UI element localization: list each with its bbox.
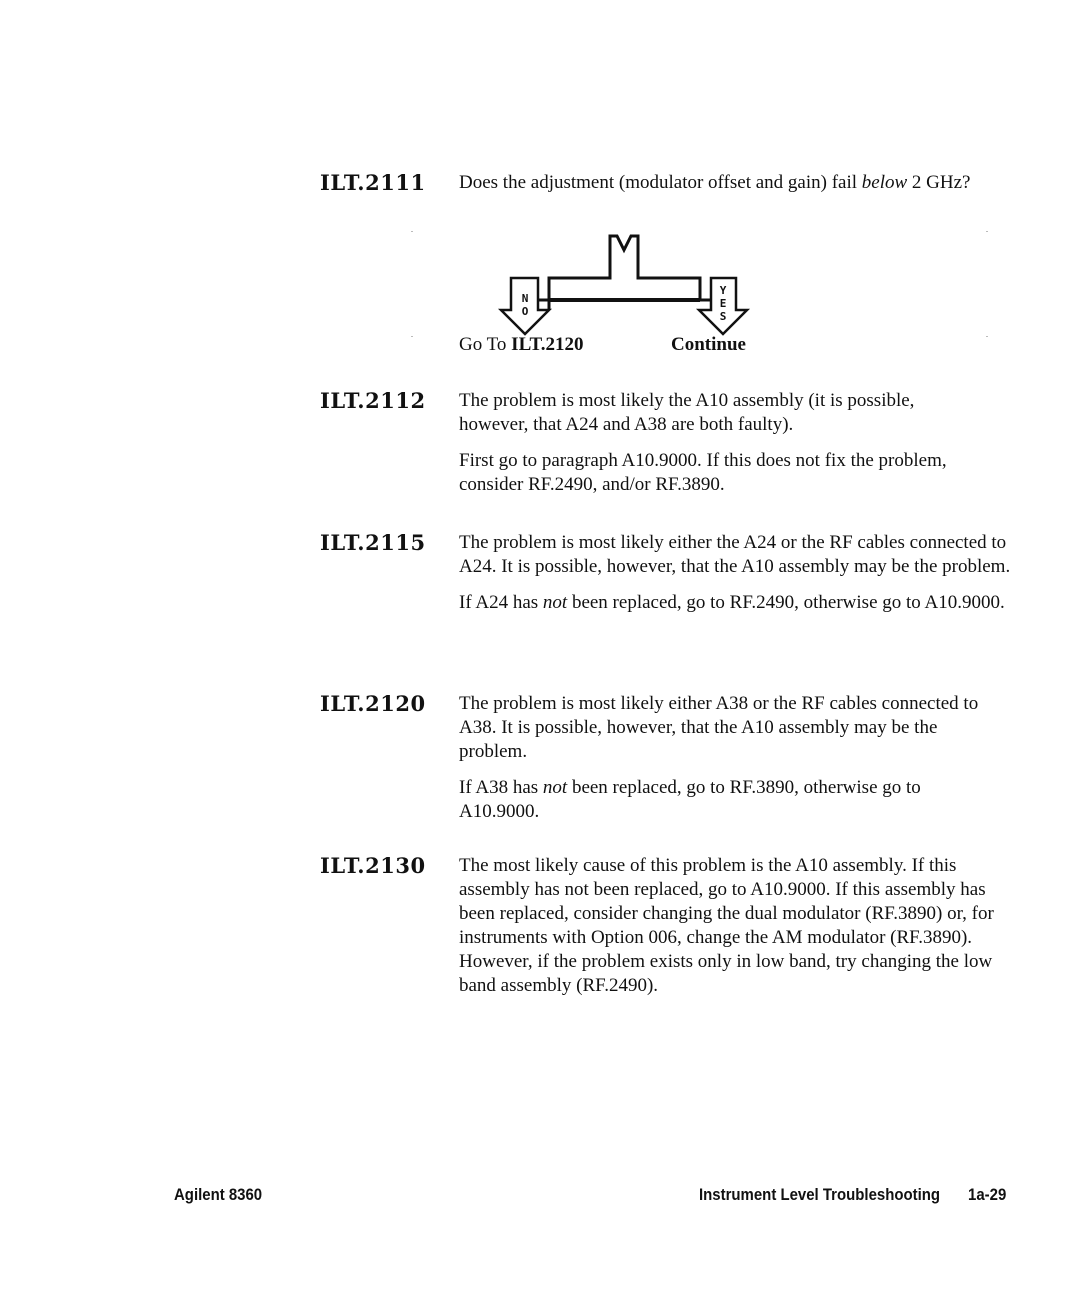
paragraph: The problem is most likely either the A24 or the RF cables connected to A24. It is possible, however, that the A10 assembly may be the problem. (459, 532, 1011, 577)
emphasis-not: not (542, 592, 568, 613)
section-body-ilt-2112 (459, 389, 979, 497)
registration-mark (986, 336, 988, 337)
section-label-ilt-2130: ILT.2130 (320, 853, 426, 878)
question-part-2: 2 GHz? (907, 172, 971, 193)
section-body-ilt-2120 (459, 692, 999, 824)
decision-branch-shape (549, 236, 700, 300)
paragraph: First go to paragraph A10.9000. If this does not fix the problem, consider RF.2490, and/or RF.3890. (459, 450, 947, 495)
yes-no-decision-diagram (459, 228, 759, 340)
yes-label-letter-3: S (719, 310, 727, 323)
footer-chapter-title: Instrument Level Troubleshooting (699, 1185, 941, 1204)
yes-branch-action: Continue (671, 334, 746, 355)
registration-mark (411, 336, 413, 337)
no-label-letter-1: N (521, 292, 529, 305)
paragraph-part: If A38 has (459, 777, 543, 798)
no-branch-action (459, 334, 584, 356)
yes-label-letter-1: Y (719, 284, 727, 297)
paragraph: The problem is most likely either A38 or the RF cables connected to A38. It is possible, however, that the A10 assembly may be the problem. (459, 693, 979, 762)
paragraph-part: If A24 has (459, 592, 543, 613)
footer-page-number: 1a-29 (968, 1185, 1007, 1204)
footer-product-name: Agilent 8360 (174, 1185, 263, 1204)
paragraph-part: been replaced, go to RF.3890, otherwise go to A10.9000. (459, 777, 921, 822)
section-label-ilt-2120: ILT.2120 (320, 691, 426, 716)
question-text (459, 171, 979, 195)
section-label-ilt-2111: ILT.2111 (320, 170, 426, 195)
emphasis-below: below (861, 172, 908, 193)
paragraph: The most likely cause of this problem is the A10 assembly. If this assembly has not been replaced, go to A10.9000. If this assembly has been replaced, consider changing the dual modulator (RF.3890) or, for instruments with Option 006, change the AM modulator (RF.3890). However, if the problem exists only in low band, try changing the low band assembly (RF.2490). (459, 855, 994, 996)
yes-label-letter-2: E (719, 297, 727, 310)
paragraph-part: been replaced, go to RF.2490, otherwise go to A10.9000. (567, 592, 1005, 613)
section-body-ilt-2111 (459, 171, 979, 195)
go-to-target: ILT.2120 (511, 334, 584, 355)
section-label-ilt-2115: ILT.2115 (320, 530, 426, 555)
section-body-ilt-2130 (459, 854, 1015, 998)
paragraph (459, 776, 999, 824)
paragraph: The problem is most likely the A10 assembly (it is possible, however, that A24 and A38 are both faulty). (459, 390, 915, 435)
emphasis-not: not (542, 777, 568, 798)
paragraph (459, 591, 1019, 615)
section-body-ilt-2115 (459, 531, 1019, 615)
registration-mark (411, 231, 413, 232)
section-label-ilt-2112: ILT.2112 (320, 388, 426, 413)
no-label-letter-2: O (521, 305, 529, 318)
go-to-prefix: Go To (459, 334, 512, 355)
question-part-1: Does the adjustment (modulator offset and gain) fail (459, 172, 862, 193)
registration-mark (986, 231, 988, 232)
